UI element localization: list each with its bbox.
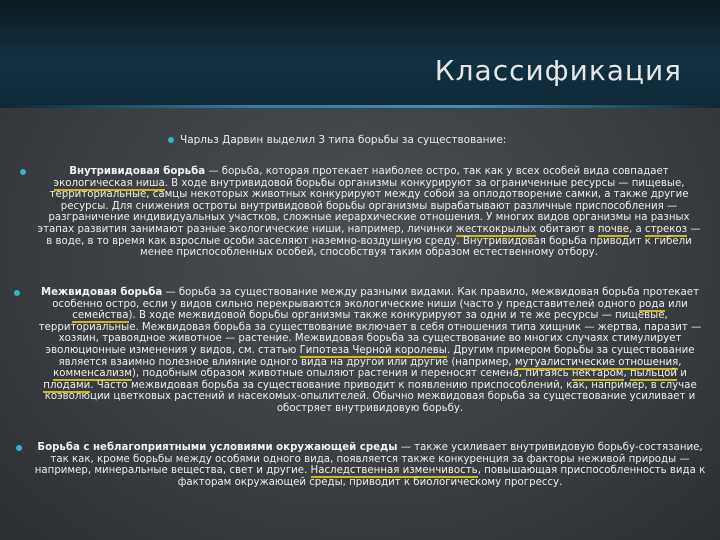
bullet-icon xyxy=(14,290,20,296)
wiki-link[interactable]: Гипотеза Черной королевы xyxy=(299,344,447,356)
header-glow-line xyxy=(0,105,720,108)
text-run: и xyxy=(677,368,687,380)
bullet-icon xyxy=(20,169,26,175)
wiki-link[interactable]: комменсализм xyxy=(53,368,132,380)
paragraph-text xyxy=(39,287,702,414)
wiki-link[interactable]: семейства xyxy=(72,310,129,322)
wiki-link[interactable]: пыльцой xyxy=(629,368,677,380)
wiki-link[interactable]: плодами xyxy=(43,379,91,391)
paragraph-interspecific xyxy=(28,287,712,415)
text-run: ). В ходе межвидовой борьбы организмы также конкурируют за одни и те же ресурсы — пищевые, территориальные. Межвидовая борьба за существование включает в себя отношения типа хищник — жертва, паразит — хозяин, травоядное животное — растение. Межвидовая борьба за существование во многих случаях стимулирует эволюционные изменения у видов, см. статью xyxy=(38,310,702,356)
paragraph-text xyxy=(38,166,701,258)
text-run: — борьба, которая протекает наиболее остро, так как у всех особей вида совпадает xyxy=(205,166,669,177)
text-run: , xyxy=(623,368,630,380)
text-run: — борьба за существование между разными видами. Как правило, межвидовая борьба протекает особенно остро, если у видов сильно перекрываются экологические ниши (часто у представителей одного xyxy=(52,287,699,310)
paragraph-intraspecific xyxy=(34,166,704,259)
text-run: , а xyxy=(629,223,645,235)
wiki-link[interactable]: рода xyxy=(638,298,665,310)
term-heading: Внутривидовая борьба xyxy=(69,166,206,177)
term-heading: Межвидовая борьба xyxy=(40,287,163,298)
wiki-link[interactable]: жесткокрылых xyxy=(455,223,537,235)
wiki-link[interactable]: мутуалистические отношения xyxy=(514,356,679,368)
text-run: — в воде, в то время как взрослые особи заселяют наземно-воздушную среду. Внутривидовая борьба приводит к гибели менее приспособленных особей, способствуя таким образом естественному отбору. xyxy=(46,223,701,259)
intro-text: Чарльз Дарвин выделил 3 типа борьбы за существование: xyxy=(180,134,507,146)
bullet-icon xyxy=(168,137,174,143)
text-run: обитают в xyxy=(536,223,598,235)
wiki-link[interactable]: стрекоз xyxy=(644,223,688,235)
wiki-link[interactable]: Наследственная изменчивость xyxy=(310,465,478,477)
text-run: . Другим примером борьбы за существование является взаимно полезное влияние одного вида на другой или другие (например, xyxy=(58,344,695,368)
paragraph-environment xyxy=(30,442,710,488)
text-run: , повышающая приспособленность вида к факторам окружающей среды, приводит к биологическому прогрессу. xyxy=(177,465,706,488)
wiki-link[interactable]: экологическая ниша xyxy=(53,177,165,189)
wiki-link[interactable]: почве xyxy=(597,223,629,235)
text-run: , xyxy=(678,356,682,368)
text-run: . В ходе внутривидовой борьбы организмы конкурируют за ограниченные ресурсы — пищевые, территориальные, самцы некоторых животных конкурируют между собой за оплодотворение самки, а также другие ресурсы. Для снижения остроты внутривидовой борьбы организмы вырабатывают различные приспособления — разграничение индивидуальных участков, сложные иерархические отношения. У многих видов организмы на разных этапах развития занимают разные экологические ниши, например, личинки xyxy=(37,177,690,235)
text-run: или xyxy=(664,298,688,310)
intro-line xyxy=(168,134,506,146)
slide-title: Классификация xyxy=(434,54,682,87)
text-run: . Часто межвидовая борьба за существование приводит к появлению приспособлений, как, например, в случае коэволюции цветковых растений и насекомых-опылителей. Обычно межвидовая борьба за существование усиливает и обостряет внутривидовую борьбу. xyxy=(44,379,697,414)
text-run: ), подобным образом животные опыляют растения и переносят семена, питаясь xyxy=(131,368,572,380)
wiki-link[interactable]: нектаром xyxy=(571,368,624,380)
paragraph-text xyxy=(35,442,705,488)
bullet-icon xyxy=(16,445,22,451)
text-run: — также усиливает внутривидовую борьбу-состязание, так как, кроме борьбы между особями одного вида, появляется также конкуренция за факторы неживой природы — например, минеральные вещества, свет и другие. xyxy=(34,442,703,477)
term-heading: Борьба с неблагоприятными условиями окружающей среды xyxy=(37,442,398,453)
